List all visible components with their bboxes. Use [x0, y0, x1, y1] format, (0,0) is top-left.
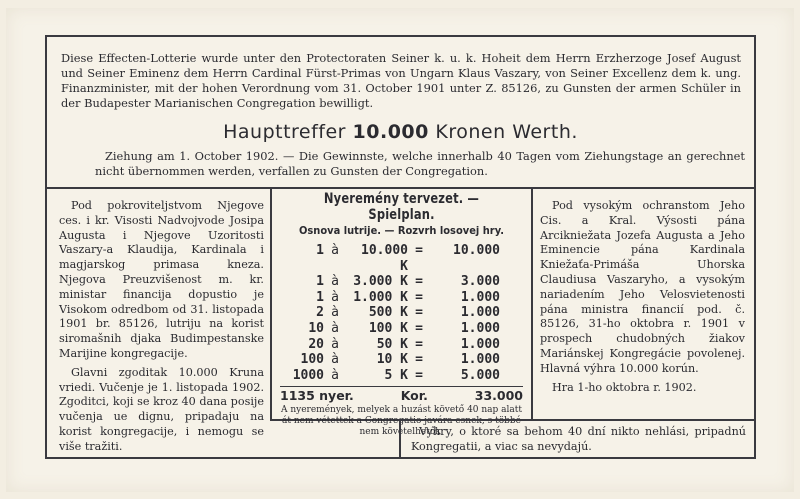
- plan-row-at: à: [331, 320, 339, 336]
- slovak-paragraph-1: Pod vysokým ochranstom Jeho Cis. a Kral. Výsosti pána Arcikniežata Jozefa Augusta a Jeho Eminencie pána Kardinala Kniežaťa-Primáša Uhorska Claudiusa Vaszaryho, a vysokým nariadením Jeho Velosvietenosti pána ministra financií pod. č. 85126, 31-ho oktobra r. 1901 v prospech chudobných žiakov Mariánskej Kongregácie povolenej. Hlavná výhra 10.000 korún.: [540, 199, 745, 375]
- plan-row-equals: =: [415, 274, 423, 290]
- german-header-section: [47, 37, 754, 189]
- plan-row-at: à: [331, 305, 339, 321]
- plan-row-count: 1: [316, 274, 324, 290]
- plan-row-at: à: [331, 289, 339, 305]
- plan-row-total: 1.000: [460, 336, 500, 352]
- plan-row-count: 1: [316, 243, 324, 258]
- headline-pre: Haupttreffer: [223, 121, 353, 143]
- plan-row: [272, 274, 531, 290]
- plan-row-at: à: [331, 352, 339, 368]
- plan-total: [280, 386, 523, 403]
- intro-text: Diese Effecten-Lotterie wurde unter den Protectoraten Seiner k. u. k. Hoheit dem Herrn Erzherzoge Josef August und Seiner Eminenz dem Herrn Cardinal Fürst-Primas von Ungarn Klaus Vaszary, von Seiner Excellenz dem k. ung. Finanzminister, mit der hohen Verordnung vom 31. October 1901 unter Z. 85126, zu Gunsten der armen Schüler in der Budapester Marianischen Congregation bewilligt.: [61, 51, 741, 110]
- plan-row-total: 10.000: [453, 243, 500, 258]
- plan-row-value: 10.000 K: [361, 243, 408, 274]
- plan-total-count: 1135 nyer.: [280, 388, 354, 404]
- croatian-paragraph-2: Glavni zgoditak 10.000 Kruna vriedi. Vučenje je 1. listopada 1902. Zgoditci, koji se kroz 40 dana posije vučenja ue dignu, pripadaju na korist kongregacije, i nemogu se više tražiti.: [59, 365, 264, 453]
- plan-row-value: 5 K: [384, 367, 408, 383]
- plan-row-equals: =: [415, 243, 423, 258]
- plan-row-at: à: [331, 243, 339, 258]
- headline-amount: 10.000: [352, 121, 429, 143]
- plan-row-total: 1.000: [460, 289, 500, 305]
- plan-row-equals: =: [415, 320, 423, 336]
- plan-row-total: 1.000: [460, 320, 500, 336]
- plan-row-count: 2: [316, 305, 324, 321]
- plan-row-total: 5.000: [460, 367, 500, 383]
- slovak-column: [540, 199, 745, 399]
- plan-row-total: 3.000: [460, 274, 500, 290]
- plan-row-value: 100 K: [368, 320, 408, 336]
- plan-row-value: 3.000 K: [353, 274, 408, 290]
- plan-total-unit: Kor.: [400, 388, 428, 404]
- plan-row-total: 1.000: [460, 305, 500, 321]
- croatian-column: [59, 199, 264, 459]
- plan-row: [272, 337, 531, 353]
- plan-row: [272, 368, 531, 384]
- plan-row-at: à: [331, 336, 339, 352]
- croatian-paragraph-1: Pod pokroviteljstvom Njegove ces. i kr. Visosti Nadvojvode Josipa Augusta i Njegove Uzoritosti Vaszary-a Klaudija, Kardinala i magjarskog primasa kneza. Njegova Preuzvišenost m. kr. ministar financija dopustio je Visokom odredbom od 31. listopada 1901 br. 85126, lutriju na korist siromašnih djaka Budimpestanske Marijine kongregacije.: [59, 199, 264, 360]
- plan-title: Nyeremény tervezet. — Spielplan.: [323, 191, 480, 223]
- plan-row: [272, 243, 531, 274]
- plan-row-equals: =: [415, 305, 423, 321]
- plan-row-count: 20: [308, 336, 324, 352]
- plan-subtitle: Osnova lutrije. — Rozvrh losovej hry.: [298, 224, 505, 237]
- headline: [47, 121, 754, 143]
- slovak-bottom-box: [399, 419, 754, 457]
- drawing-text: Ziehung am 1. October 1902. — Die Gewinnste, welche innerhalb 40 Tagen vom Ziehungstage an gerechnet nicht übernommen werden, verfallen zu Gunsten der Congregation.: [95, 149, 745, 178]
- plan-row-value: 1.000 K: [353, 289, 408, 305]
- plan-row-value: 10 K: [376, 352, 408, 368]
- plan-row-value: 50 K: [376, 336, 408, 352]
- plan-row-count: 1: [316, 289, 324, 305]
- plan-row-count: 100: [300, 352, 324, 368]
- plan-row-equals: =: [415, 367, 423, 383]
- headline-post: Kronen Werth.: [428, 121, 578, 143]
- slovak-bottom-text: Vyhry, o ktoré sa behom 40 dní nikto nehlási, pripadnú Kongregatii, a viac sa nevydajú.: [411, 425, 746, 453]
- plan-total-sum: 33.000: [474, 388, 523, 404]
- plan-row: [272, 352, 531, 368]
- prize-plan-table: [270, 187, 533, 438]
- plan-note: A nyeremények, melyek a huzást követő 40 nap alatt át nem vétettek a Congregatio javára esnek, s többé nem követelhetők.: [280, 405, 523, 438]
- plan-row: [272, 321, 531, 337]
- plan-row-count: 10: [308, 320, 324, 336]
- plan-row-equals: =: [415, 352, 423, 368]
- plan-row-at: à: [331, 367, 339, 383]
- plan-row-equals: =: [415, 336, 423, 352]
- plan-row-count: 1000: [292, 367, 324, 383]
- plan-rows: [272, 243, 531, 383]
- ticket-frame: [45, 35, 756, 459]
- plan-row-total: 1.000: [460, 352, 500, 368]
- plan-row: [272, 305, 531, 321]
- plan-row-at: à: [331, 274, 339, 290]
- plan-row-equals: =: [415, 289, 423, 305]
- slovak-paragraph-2: Hra 1-ho oktobra r. 1902.: [552, 380, 697, 394]
- plan-row-value: 500 K: [368, 305, 408, 321]
- plan-row: [272, 290, 531, 306]
